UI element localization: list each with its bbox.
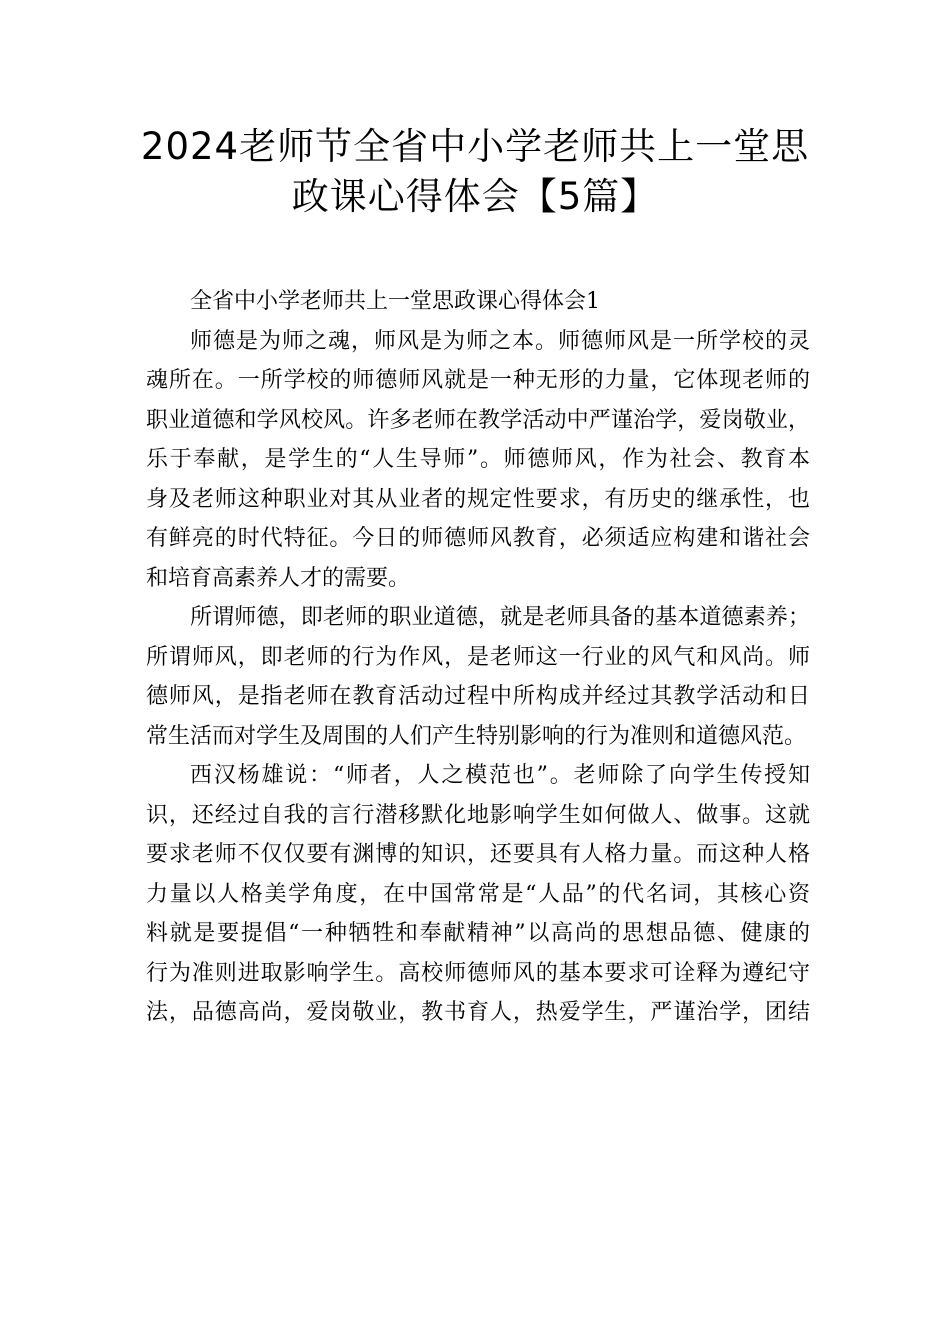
title-line-1: 2024老师节全省中小学老师共上一堂思 (140, 125, 810, 168)
paragraph-line: 魂所在。一所学校的师德师风就是一种无形的力量，它体现老师的 (146, 368, 810, 393)
paragraph-line: 识，还经过自我的言行潜移默化地影响学生如何做人、做事。这就 (146, 802, 810, 828)
paragraph-line: 行为准则进取影响学生。高校师德师风的基本要求可诠释为遵纪守 (146, 960, 810, 986)
paragraph-line: 德师风，是指老师在教育活动过程中所构成并经过其教学活动和日 (146, 684, 810, 709)
paragraph-line: 师德是为师之魂，师风是为师之本。师德师风是一所学校的灵 (190, 328, 810, 354)
document-body (146, 282, 810, 1033)
paragraph-line: 法，品德高尚，爱岗敬业，教书育人，热爱学生，严谨治学，团结 (146, 1000, 810, 1025)
paragraph-line: 所谓师德，即老师的职业道德，就是老师具备的基本道德素养； (190, 605, 810, 630)
document-title (100, 122, 850, 222)
paragraph-line: 所谓师风，即老师的行为作风，是老师这一行业的风气和风尚。师 (146, 644, 810, 670)
paragraph-line: 身及老师这种职业对其从业者的规定性要求，有历史的继承性，也 (146, 486, 810, 512)
paragraph-1 (146, 322, 810, 599)
paragraph-2 (146, 598, 810, 756)
paragraph-line: 和培育高素养人才的需要。 (146, 565, 411, 591)
paragraph-line: 西汉杨雄说：“师者，人之模范也”。老师除了向学生传授知 (190, 763, 810, 788)
paragraph-line: 力量以人格美学角度，在中国常常是“人品”的代名词，其核心资 (146, 881, 810, 907)
paragraph-line: 要求老师不仅仅要有渊博的知识，还要具有人格力量。而这种人格 (146, 842, 810, 867)
title-line-2: 政课心得体会【5篇】 (291, 175, 659, 218)
paragraph-3 (146, 756, 810, 1033)
paragraph-line: 职业道德和学风校风。许多老师在教学活动中严谨治学，爱岗敬业， (146, 407, 810, 433)
paragraph-line: 常生活而对学生及周围的人们产生特别影响的行为准则和道德风范。 (146, 723, 807, 749)
paragraph-line: 有鲜亮的时代特征。今日的师德师风教育，必须适应构建和谐社会 (146, 526, 810, 551)
paragraph-line: 乐于奉献，是学生的“人生导师”。师德师风，作为社会、教育本 (146, 447, 810, 472)
paragraph-line: 料就是要提倡“一种牺牲和奉献精神”以高尚的思想品德、健康的 (146, 921, 810, 946)
section-heading: 全省中小学老师共上一堂思政课心得体会1 (190, 289, 600, 314)
